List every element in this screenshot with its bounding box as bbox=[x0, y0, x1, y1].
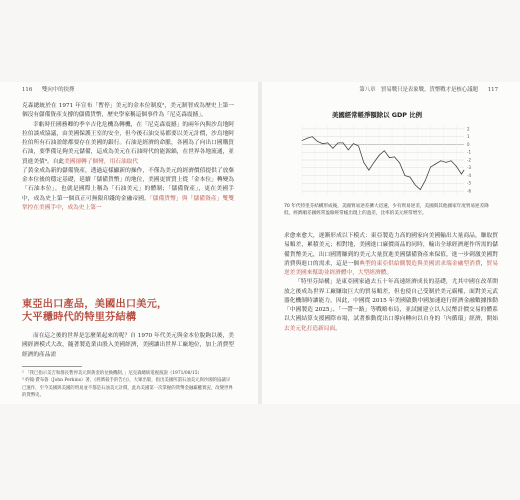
y-tick-label: 1 bbox=[467, 134, 470, 140]
left-page-number: 116 bbox=[22, 87, 33, 93]
data-point bbox=[461, 174, 462, 175]
chart-grid bbox=[302, 125, 464, 195]
chart-title: 美國經常帳淨額除以 GDP 比例 bbox=[332, 111, 422, 119]
footnote-divider bbox=[22, 366, 82, 367]
data-point bbox=[363, 162, 364, 163]
data-point bbox=[312, 136, 313, 137]
left-paragraph-1: 克森總統於在 1971 年宣布「暫停」美元的金本位制度²，美元制智成為歷史上第一個沒有儲備資產支撐的儲備貨幣，歷史學家稱這個事件為「尼克森震撼」。 bbox=[22, 103, 234, 119]
data-point bbox=[410, 177, 411, 178]
chart-caption: 70 年代特里芬結構形成後，美國貿易逆差擴大迅速，少有貿易逆差，美國與其他國家年度貿易逆差降低，經濟順差國經常盈餘經常帳出現上的盈差，比率的美元經常增至。 bbox=[284, 204, 489, 217]
section-heading-line-1: 東亞出口產品，美國出口美元， bbox=[22, 298, 168, 310]
right-page bbox=[262, 82, 520, 404]
data-point bbox=[317, 141, 318, 142]
data-point bbox=[415, 185, 416, 186]
line-chart bbox=[298, 122, 478, 198]
section-paragraph: 而在這之後的世界是怎麼架起來的呢？自 1970 年代美元與金本位脫鉤以後，美國經濟模式大改，隨著製造業由股入美國經濟，美國讓出世界工廠地位，加上消費型經濟的產品需 bbox=[22, 333, 234, 358]
data-point bbox=[348, 150, 349, 151]
y-tick-label: -2 bbox=[467, 157, 471, 163]
data-point bbox=[307, 138, 308, 139]
data-point bbox=[343, 143, 344, 144]
right-paragraph-1: 求愈來愈大，逐漸形成以下模式：東亞製造力高的國家向美國輸出大量商品，賺取貿易順差，累積美元；相對地，美國進口廉價商品的同時，輸出全球經濟運作所需的儲備貨幣美元，出口國將賺到的美元大量買進美國儲備資產來保值，進一步刺激美國對消費與進口的需求，這是一個典型的東亞供給側製造與美國需求端金融型消費，貿易逆差美國來幫助並經濟體中，大型經濟體。 bbox=[284, 233, 499, 276]
data-point bbox=[394, 157, 395, 158]
left-paragraph-2: 幸虧時任國務卿的季辛吉化危機為轉機，在「尼克森震撼」的兩年內與沙烏地阿拉伯談成協議，由美國保護王室的安全，但今後石油交易都要以美元計價，沙烏地阿拉伯所有石油盈餘都要存在美國的銀行。石油是經濟的命脈，各國為了向出口國購買石油，要準備足夠美元儲備，這成為美元在石油時代的能源錨，在世界各地流通，並買進美債³。自此美國卻轉了個彎，用石油取代 bbox=[22, 121, 234, 165]
right-red-phrase-3: 去美元化打造新局面 bbox=[284, 325, 336, 332]
section-body-text bbox=[22, 332, 234, 360]
right-page-number: 117 bbox=[487, 87, 498, 93]
section-heading-line-2: 大平穩時代的特里芬結構 bbox=[22, 311, 137, 323]
y-tick-label: -4 bbox=[467, 172, 471, 178]
left-running-head: 雙向中的抉擇 bbox=[42, 87, 75, 93]
data-point bbox=[425, 180, 426, 181]
data-point bbox=[389, 157, 390, 158]
data-point bbox=[333, 148, 334, 149]
data-point bbox=[353, 143, 354, 144]
data-point bbox=[451, 160, 452, 161]
data-point bbox=[379, 155, 380, 156]
footnotes bbox=[22, 370, 234, 399]
left-body-text bbox=[22, 102, 234, 213]
data-point bbox=[446, 162, 447, 163]
data-point bbox=[405, 175, 406, 176]
chart-y-axis bbox=[467, 126, 471, 193]
right-paragraph-2: 「特里芬結構」是東亞國家過去五十年高速經濟成長的基礎，尤其中國在改革開放之後成為世界工廠賺取巨大的貿易順差，但也使自己受制於美元霸權，面對美元武器化機制時讓能力，因此，中國從 2015 年美國啟動中國加速進行經濟金融數據推動「中國製造 2025」、「一帶一路」等戰略布局，並試圖建立以人民幣計價交易的體系以大國結算支援國際市場，試著推動從出口導向轉向以自身的「內循環」經濟，開始去美元化打造新局面。 bbox=[284, 279, 498, 332]
y-tick-label: -5 bbox=[467, 180, 471, 186]
right-page-header bbox=[359, 85, 498, 93]
y-tick-label: -3 bbox=[467, 165, 471, 171]
data-point bbox=[358, 146, 359, 147]
data-point bbox=[322, 143, 323, 144]
data-point bbox=[302, 140, 303, 141]
y-tick-label: -1 bbox=[467, 149, 471, 155]
data-point bbox=[327, 143, 328, 144]
chart-svg bbox=[298, 122, 478, 198]
data-point bbox=[430, 167, 431, 168]
data-point bbox=[369, 170, 370, 171]
data-point bbox=[464, 170, 465, 171]
y-tick-label: 0 bbox=[467, 141, 470, 147]
data-point bbox=[435, 164, 436, 165]
data-point bbox=[441, 160, 442, 161]
right-running-head: 第八章 貿易戰只是表象戰，貨幣戰才是核心議題 bbox=[359, 87, 478, 93]
left-paragraph-3: 了黃金成為新的儲備資產，透過這樣顯新的操作，不僅為美元的經濟價值提供了放棄金本位後的穩定基礎，延續「儲備貨幣」的地位，美國更實質上從「金本位」轉變為「石油本位」，也就是國際上稱為「石油美元」的體制；「儲備資產」，更在美國手中，成為史上第一個真正可無限印錢的金融帝國。「儲備貨幣」與「儲備資產」雙雙掌控在美國手中，成為史上第一 bbox=[22, 167, 235, 211]
left-red-phrase-2: 「儲備貨幣」與「儲備資產」雙雙掌控在美國手中，成為史上第一 bbox=[22, 195, 235, 211]
y-tick-label: -6 bbox=[467, 188, 471, 194]
right-body-text bbox=[284, 232, 498, 334]
left-page-header bbox=[22, 85, 74, 93]
data-point bbox=[456, 166, 457, 167]
data-point bbox=[374, 162, 375, 163]
footnote-2: ³ 約翰·費布魯（John Perkins）著，《經濟殺手的告白》，大眾出版，指出美國所謂石油美元與沙國的協議早已運作，至今美國與美國的貿易並不都是石油美元計價，此為美國第一次掌握的貨幣金融霸權實況，改變世界的貨幣史。 bbox=[22, 378, 233, 398]
left-red-phrase-1: 美國卻轉了個彎，用石油取代 bbox=[64, 158, 139, 165]
data-point bbox=[420, 189, 421, 190]
data-point bbox=[384, 150, 385, 151]
data-point bbox=[399, 163, 400, 164]
right-red-phrase-2: 貿易逆差美國來幫助並經濟體中，大型經濟體 bbox=[284, 260, 499, 276]
section-heading bbox=[22, 298, 242, 324]
y-tick-label: 2 bbox=[467, 126, 470, 132]
footnote-1: ² 「我已指示美吉和群長暫停美元與黃金的兌換機制，」尼克森總統電視演說（1971/08/15） bbox=[22, 371, 202, 376]
data-point bbox=[338, 143, 339, 144]
right-red-phrase-1: 典型的東亞供給側製造與美國需求端金融型消費 bbox=[359, 260, 481, 267]
left-page bbox=[0, 82, 258, 404]
